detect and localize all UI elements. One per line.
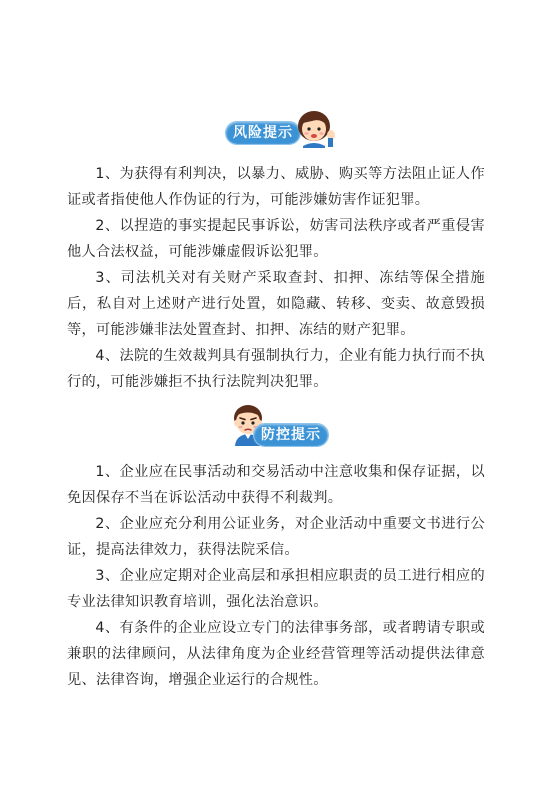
risk-item: 1、为获得有利判决，以暴力、威胁、购买等方法阻止证人作证或者指使他人作伪证的行为，可能涉嫌妨害作证犯罪。 (67, 166, 485, 208)
risk-item: 2、以捏造的事实提起民事诉讼，妨害司法秩序或者严重侵害他人合法权益，可能涉嫌虚假诉讼犯罪。 (67, 218, 485, 260)
prevention-item: 4、有条件的企业应设立专门的法律事务部，或者聘请专职或兼职的法律顾问，从法律角度为企业经营管理等活动提供法律意见、法律咨询，增强企业运行的合规性。 (67, 620, 485, 688)
prevention-tip-title: 防控提示 (261, 427, 321, 443)
prevention-item: 3、企业应定期对企业高层和承担相应职责的员工进行相应的专业法律知识教育培训，强化法治意识。 (67, 568, 485, 610)
prevention-section (67, 459, 485, 693)
risk-section (67, 161, 485, 395)
risk-item: 4、法院的生效裁判具有强制执行力，企业有能力执行而不执行的，可能涉嫌拒不执行法院判决犯罪。 (67, 348, 485, 390)
prevention-item: 2、企业应充分利用公证业务，对企业活动中重要文书进行公证，提高法律效力，获得法院采信。 (67, 516, 485, 558)
girl-mascot-icon (294, 108, 338, 148)
risk-tip-title: 风险提示 (233, 125, 293, 141)
prevention-item: 1、企业应在民事活动和交易活动中注意收集和保存证据，以免因保存不当在诉讼活动中获得不利裁判。 (67, 464, 485, 506)
prevention-tip-badge (254, 424, 328, 446)
risk-item: 3、司法机关对有关财产采取查封、扣押、冻结等保全措施后，私自对上述财产进行处置，如隐藏、转移、变卖、故意毁损等，可能涉嫌非法处置查封、扣押、冻结的财产犯罪。 (67, 270, 485, 338)
risk-tip-badge (226, 122, 300, 144)
